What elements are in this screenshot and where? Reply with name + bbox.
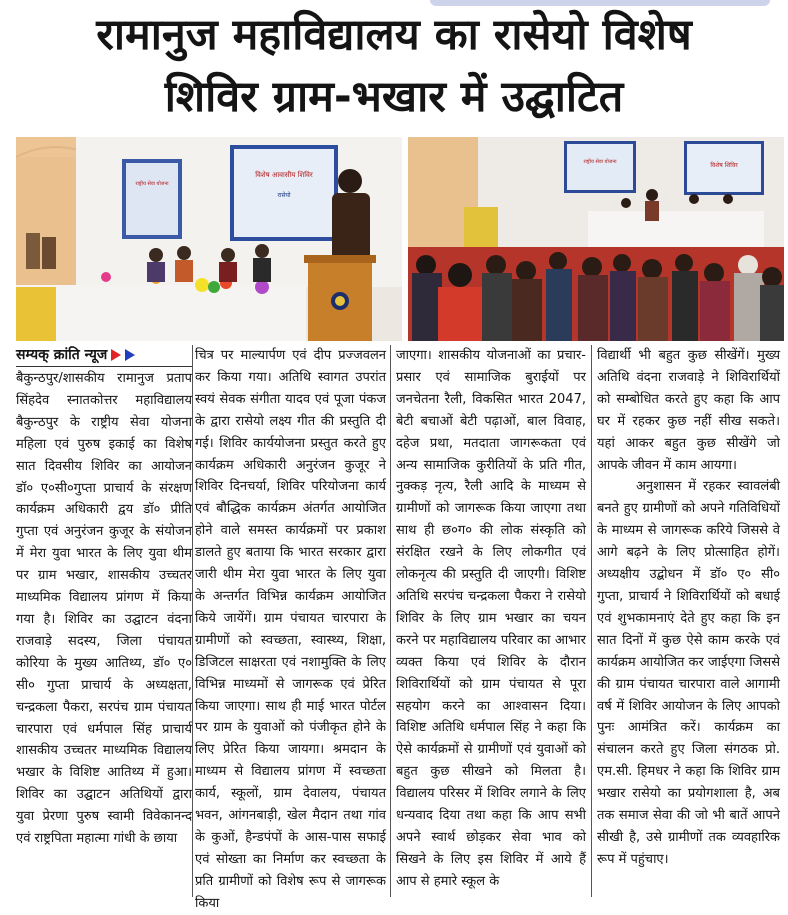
red-arrow-icon bbox=[111, 349, 121, 361]
article-text-col1: बैकुन्ठपुर/शासकीय रामानुज प्रताप सिंहदेव स्नातकोत्तर महाविद्यालय बैकुन्ठपुर के राष्ट्रीय सेवा योजना महिला एवं पुरुष इकाई का विशेष सात दिवसीय शिविर का आयोजन डॉ० ए०सी०गुप्ता प्राचार्य के संरक्षण कार्यक्रम अधिकारी द्वय डॉ० प्रीति गुप्ता एवं अनुरंजन कुजूर के संयोजन में मेरा युवा भारत के लिए युवा थीम पर ग्राम भखार, शासकीय उच्चतर माध्यमिक विद्यालय प्रांगण में किया गया है। शिविर का उद्घाटन वंदना राजवाड़े सदस्य, जिला पंचायत कोरिया के मुख्य आतिथ्य, डॉ० ए० सी० गुप्ता प्राचार्य के अध्यक्षता, चन्द्रकला पैकरा, सरपंच ग्राम पंचायत चारपारा एवं धर्मपाल सिंह प्राचार्य शासकीय उच्चतर माध्यमिक विद्यालय भखार के विशिष्ट आतिथ्य में हुआ। शिविर का उद्घाटन अतिथियों द्वारा युवा प्रेरणा पुरुष स्वामी विवेकानन्द एवं राष्ट्रपिता महात्मा गांधी के छाया bbox=[16, 371, 192, 847]
byline-underline bbox=[16, 366, 192, 367]
top-accent-bar bbox=[430, 0, 770, 6]
article-column-1 bbox=[16, 345, 192, 850]
audience-photo-illustration bbox=[408, 137, 784, 341]
headline-line-2: शिविर ग्राम-भखार में उद्घाटित bbox=[164, 72, 624, 122]
left-photo-banner3-text: रासेयो bbox=[277, 192, 291, 199]
left-photo-banner2-text: विशेष आवासीय शिविर bbox=[255, 171, 313, 179]
left-photo-banner1-text: राष्ट्रीय सेवा योजना bbox=[135, 181, 169, 187]
article-text-col4-para1: विद्यार्थी भी बहुत कुछ सीखेंगें। मुख्य अतिथि वंदना राजवाड़े ने शिविरार्थियों को सम्बोधित करते हुए कहा कि आप घर में रहकर कुछ नहीं सीख सकते। यहां आकर बहुत कुछ सीखेंगे जो आपके जीवन में काम आयगा। bbox=[597, 348, 780, 473]
photo-stage-inauguration bbox=[16, 137, 402, 341]
column-rule-1 bbox=[192, 345, 193, 897]
article-column-4 bbox=[597, 345, 780, 871]
column-rule-3 bbox=[591, 345, 592, 897]
column-rule-2 bbox=[390, 345, 391, 897]
stage-photo-illustration bbox=[16, 137, 402, 341]
blue-arrow-icon bbox=[125, 349, 135, 361]
byline-text: सम्यक् क्रांति न्यूज bbox=[16, 347, 108, 363]
byline bbox=[16, 345, 192, 365]
article-column-3 bbox=[396, 345, 586, 893]
article-column-2 bbox=[195, 345, 386, 915]
headline-line-1: रामानुज महाविद्यालय का रासेयो विशेष bbox=[96, 10, 692, 60]
article-text-col4-para2: अनुशासन में रहकर स्वावलंबी बनते हुए ग्रामीणों को अपने गतिविधियों के माध्यम से जागरूक करिये जिससे वे आगे बढ़ने के लिए प्रोत्साहित होगें। अध्यक्षीय उद्बोधन में डॉ० ए० सी० गुप्ता, प्राचार्य ने शिविरार्थियों को बधाई एवं शुभकामनाएं देते हुए कहा कि इन सात दिनों में कुछ ऐसे काम करके एवं कार्यक्रम आयोजित कर जाईएगा जिससे की ग्राम पंचायत चारपारा वाले आगामी वर्ष में शिविर आयोजन के लिए आपको पुनः आमंत्रित करें। कार्यक्रम का संचालन करते हुए जिला संगठक प्रो. एम.सी. हिमधर ने कहा कि शिविर ग्राम भखार रासेयो का प्रयोगशाला है, अब तक समाज सेवा की जो भी बातें आपने सीखी है, उसे ग्रामीणों तक व्यवहारिक रूप में पहुंचाए। bbox=[597, 479, 780, 867]
photo-audience bbox=[408, 137, 784, 341]
right-photo-banner2-text: विशेष शिविर bbox=[710, 162, 738, 169]
right-photo-banner1-text: राष्ट्रीय सेवा योजना bbox=[583, 159, 617, 165]
article-text-col3: जाएगा। शासकीय योजनाओं का प्रचार-प्रसार एवं सामाजिक बुराईयों पर जनचेतना रैली, विकसित भारत 2047, बेटी बचाओं बेटी पढ़ाओं, बाल विवाह, दहेज प्रथा, मतदाता जागरूकता एवं अन्य सामाजिक कुरीतियों के प्रति गीत, नुक्कड़ नृत्य, रैली आदि के माध्यम से ग्रामीणों को जागरूक किया जाएगा तथा साथ ही छ०ग० की लोक संस्कृति को संरक्षित रखने के लिए लोकगीत एवं लोकनृत्य की प्रस्तुति दी जाएगी। विशिष्ट अतिथि सरपंच चन्द्रकला पैकरा ने रासेयो शिविर के लिए ग्राम भखार का चयन करने पर महाविद्यालय परिवार का आभार व्यक्त किया एवं शिविर के दौरान शिविरार्थियों को ग्राम पंचायत से पूरा सहयोग करने का आश्वासन दिया। विशिष्ट अतिथि धर्मपाल सिंह ने कहा कि ऐसे कार्यक्रमों से ग्रामीणों एवं युवाओं को बहुत कुछ सीखने को मिलता है। विद्यालय परिसर में शिविर लगाने के लिए धन्यवाद दिया तथा कहा कि आप सभी अपने स्वार्थ छोड़कर सेवा भाव को सिखने के लिए इस शिविर में आये हैं आप से हमारे स्कूल के bbox=[396, 348, 586, 889]
article-text-col2: चित्र पर माल्यार्पण एवं दीप प्रज्जवलन कर किया गया। अतिथि स्वागत उपरांत स्वयं सेवक संगीता यादव एवं पूजा पंकज के द्वारा रासेयो लक्ष्य गीत की प्रस्तुति दी गई। शिविर कार्ययोजना प्रस्तुत करते हुए कार्यक्रम अधिकारी अनुरंजन कुजूर ने शिविर दिनचर्या, शिविर परियोजना कार्य एवं बौद्धिक कार्यक्रम अंतर्गत आयोजित होने वाले समस्त कार्यक्रमों पर प्रकाश डालते हुए बताया कि भारत सरकार द्वारा जारी थीम मेरा युवा भारत के लिए युवा के अन्तर्गत विभिन्न कार्यक्रम आयोजित किये जायेंगें। ग्राम पंचायत चारपारा के ग्रामीणों को स्वच्छता, स्वास्थ्य, शिक्षा, डिजिटल साक्षरता एवं नशामुक्ति के लिए विभिन्न माध्यमों से जागरूक एवं प्रेरित किया जाएगा। साथ ही माई भारत पोर्टल पर ग्राम के युवाओं को पंजीकृत होने के लिए प्रेरित किया जायगा। श्रमदान के माध्यम से विद्यालय प्रांगण में स्वच्छता कार्य, स्कूलों, ग्राम देवालय, पंचायत भवन, आंगनबाड़ी, खेल मैदान तथा गांव के कुओं, हैन्डपंपों के आस-पास सफाई एवं सोख्ता का निर्माण कर स्वच्छता के प्रति ग्रामीणों को विशेष रूप से जागरूक किया bbox=[195, 348, 386, 911]
